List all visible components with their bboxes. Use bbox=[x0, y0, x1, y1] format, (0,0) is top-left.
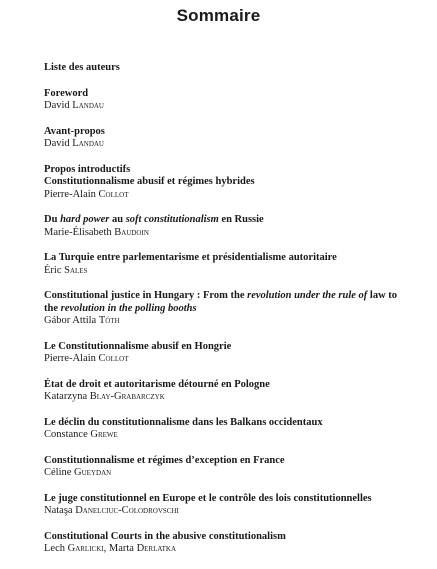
toc-entry-authors: Lech Garlicki, Marta Derlatka bbox=[44, 543, 177, 554]
author-last-name: Sales bbox=[64, 264, 88, 276]
toc-entry-authors bbox=[44, 189, 404, 202]
author-last-name: Tóth bbox=[98, 315, 120, 326]
author-first-name: Lech bbox=[44, 543, 68, 554]
author-last-name: Collot bbox=[98, 353, 129, 364]
toc-entry-authors bbox=[44, 353, 404, 366]
page-title: Sommaire bbox=[176, 6, 261, 25]
author-last-name: Landau bbox=[72, 138, 104, 149]
toc-entry-title: Constitutionnalisme et régimes d’exception en France bbox=[44, 454, 285, 466]
author-first-name: Pierre-Alain bbox=[44, 188, 99, 200]
author-last-name: Grewe bbox=[90, 429, 118, 440]
title-fragment: Constitutional justice in Hungary : From the bbox=[44, 290, 248, 301]
toc-entry-title: Liste des auteurs bbox=[44, 62, 120, 73]
toc-entry-title: État de droit et autoritarisme détourné en Pologne bbox=[44, 378, 270, 390]
toc-entry-title: Constitutionnalisme abusif et régimes hybrides bbox=[44, 176, 255, 187]
toc-entry-title: Le déclin du constitutionnalisme dans les Balkans occidentaux bbox=[44, 416, 323, 428]
author-last-name: Baudoin bbox=[114, 226, 149, 238]
author-last-name: Garlicki bbox=[67, 543, 104, 554]
toc-entry-title bbox=[44, 214, 404, 227]
author-first-name: Katarzyna bbox=[44, 391, 90, 402]
title-fragment: revolution under the rule of bbox=[247, 290, 368, 301]
toc-entry-authors bbox=[44, 265, 404, 278]
table-of-contents bbox=[44, 62, 404, 556]
toc-entry-title: Propos introductifs bbox=[44, 163, 131, 175]
toc-entry bbox=[44, 290, 404, 328]
toc-entry-authors bbox=[44, 138, 404, 151]
toc-entry bbox=[44, 88, 404, 113]
title-fragment: au bbox=[109, 214, 126, 225]
author-last-name: Landau bbox=[72, 100, 104, 111]
toc-entry bbox=[44, 252, 404, 277]
author-first-name: David bbox=[44, 100, 73, 111]
toc-entry-title: La Turquie entre parlementarisme et présidentialisme autoritaire bbox=[44, 252, 337, 263]
title-fragment: hard power bbox=[60, 214, 110, 225]
author-first-name: Céline bbox=[44, 467, 75, 478]
author-last-name: Gueydan bbox=[74, 467, 112, 478]
author-last-name: Blay-Grabarczyk bbox=[89, 391, 165, 402]
toc-entry-title: Foreword bbox=[44, 87, 89, 99]
toc-entry-authors bbox=[44, 315, 404, 328]
toc-entry bbox=[44, 493, 404, 518]
toc-entry bbox=[44, 531, 404, 556]
toc-entry-authors bbox=[44, 429, 404, 442]
toc-entry bbox=[44, 455, 404, 480]
toc-entry bbox=[44, 379, 404, 404]
toc-entry-title bbox=[44, 290, 404, 315]
title-fragment: soft constitutionalism bbox=[125, 214, 219, 225]
toc-entry-title: Le juge constitutionnel en Europe et le contrôle des lois constitutionnelles bbox=[44, 492, 372, 504]
author-first-name: Gábor Attila bbox=[44, 315, 99, 326]
toc-entry-authors bbox=[44, 467, 404, 480]
author-first-name: Nataşa bbox=[44, 505, 76, 516]
toc-entry-title: Avant-propos bbox=[44, 125, 105, 137]
author-first-name: Constance bbox=[44, 429, 91, 440]
toc-entry bbox=[44, 126, 404, 151]
toc-entry-authors bbox=[44, 100, 404, 113]
toc-entry-title: Constitutional Courts in the abusive constitutionalism bbox=[44, 530, 286, 542]
toc-entry-authors bbox=[44, 505, 404, 518]
title-fragment: law to the bbox=[44, 290, 398, 314]
author-first-name: Éric bbox=[44, 264, 65, 276]
author-first-name: Pierre-Alain bbox=[44, 353, 99, 364]
author-first-name: Marie-Élisabeth bbox=[44, 226, 115, 238]
toc-entry-authors bbox=[44, 227, 404, 240]
toc-entry bbox=[44, 164, 404, 202]
title-fragment: en Russie bbox=[218, 214, 264, 225]
toc-entry-authors bbox=[44, 391, 404, 404]
toc-entry bbox=[44, 341, 404, 366]
author-last-name: Collot bbox=[98, 188, 129, 200]
toc-entry-title: Le Constitutionnalisme abusif en Hongrie bbox=[44, 340, 232, 352]
author-last-name: Danelciuc-Colodrovschi bbox=[75, 505, 179, 516]
toc-entry bbox=[44, 214, 404, 239]
author-first-name: David bbox=[44, 138, 73, 149]
toc-entry bbox=[44, 62, 404, 75]
title-fragment: revolution in the polling booths bbox=[60, 302, 197, 314]
toc-entry bbox=[44, 417, 404, 442]
title-fragment: Du bbox=[44, 214, 61, 225]
author-first-name: Marta bbox=[108, 543, 137, 554]
author-last-name: Derlatka bbox=[136, 543, 177, 554]
